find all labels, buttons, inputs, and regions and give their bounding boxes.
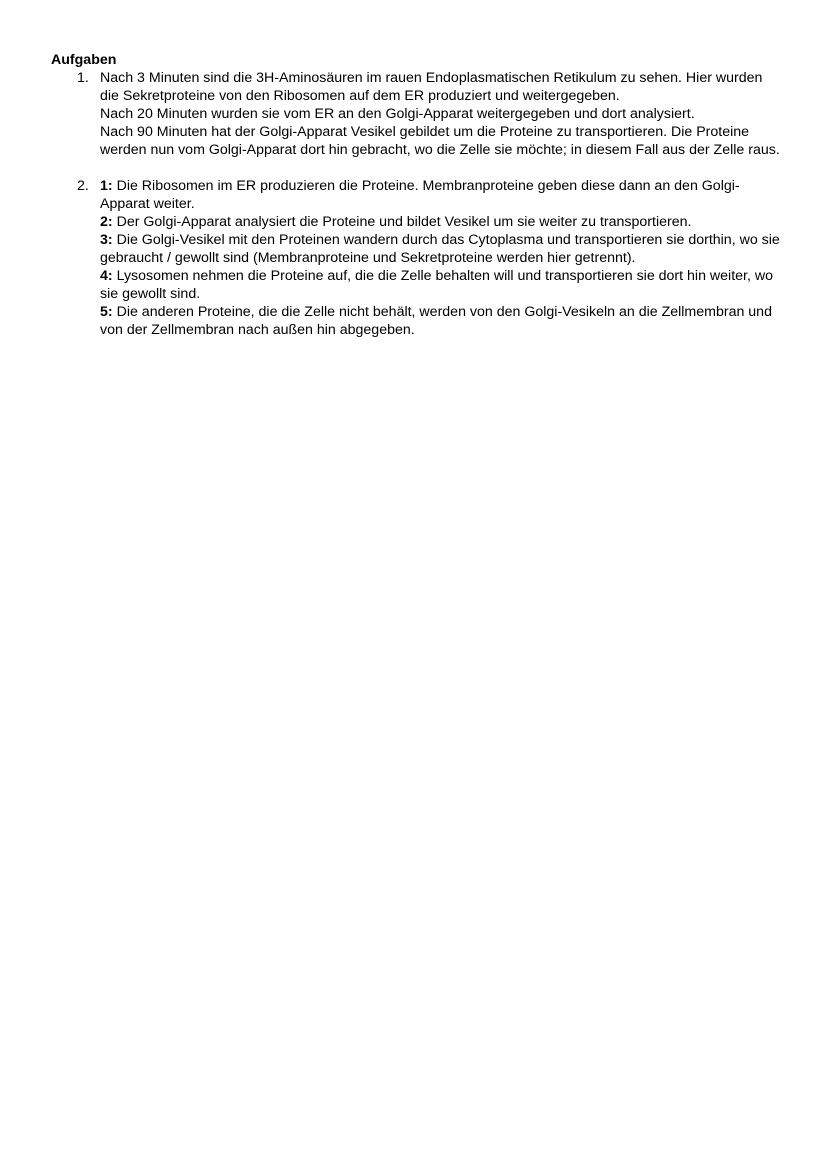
step-label: 3: — [100, 232, 113, 248]
task-body — [100, 69, 781, 159]
task-item-2 — [51, 177, 781, 339]
task-body — [100, 177, 781, 339]
task-item-1 — [51, 69, 781, 159]
step-label: 2: — [100, 214, 113, 230]
step-text: Der Golgi-Apparat analysiert die Proteine und bildet Vesikel um sie weiter zu transportieren. — [116, 214, 692, 230]
step-label: 1: — [100, 178, 113, 194]
section-heading: Aufgaben — [51, 52, 117, 68]
step-item — [100, 177, 781, 213]
task-paragraph: Nach 20 Minuten wurden sie vom ER an den Golgi-Apparat weitergegeben und dort analysiert. — [100, 106, 695, 122]
step-item — [100, 267, 781, 303]
task-number: 1. — [77, 70, 89, 86]
step-item — [100, 231, 781, 267]
step-label: 5: — [100, 304, 113, 320]
step-item — [100, 213, 781, 231]
step-label: 4: — [100, 268, 113, 284]
task-paragraph: Nach 90 Minuten hat der Golgi-Apparat Vesikel gebildet um die Proteine zu transportieren. Die Proteine werden nun vom Golgi-Apparat dort hin gebracht, wo die Zelle sie möchte; in diesem Fall aus der Zelle raus. — [100, 124, 780, 158]
task-number: 2. — [77, 178, 89, 194]
step-text: Die Ribosomen im ER produzieren die Proteine. Membranproteine geben diese dann an den Golgi-Apparat weiter. — [100, 178, 740, 212]
step-item — [100, 303, 781, 339]
step-text: Die Golgi-Vesikel mit den Proteinen wandern durch das Cytoplasma und transportieren sie dorthin, wo sie gebraucht / gewollt sind (Membranproteine und Sekretproteine werden hier getrennt). — [100, 232, 780, 266]
step-text: Die anderen Proteine, die die Zelle nicht behält, werden von den Golgi-Vesikeln an die Zellmembran und von der Zellmembran nach außen hin abgegeben. — [100, 304, 772, 338]
step-text: Lysosomen nehmen die Proteine auf, die die Zelle behalten will und transportieren sie dort hin weiter, wo sie gewollt sind. — [100, 268, 773, 302]
document-content — [51, 51, 781, 339]
task-paragraph: Nach 3 Minuten sind die 3H-Aminosäuren im rauen Endoplasmatischen Retikulum zu sehen. Hier wurden die Sekretproteine von den Ribosomen auf dem ER produziert und weitergegeben. — [100, 70, 763, 104]
